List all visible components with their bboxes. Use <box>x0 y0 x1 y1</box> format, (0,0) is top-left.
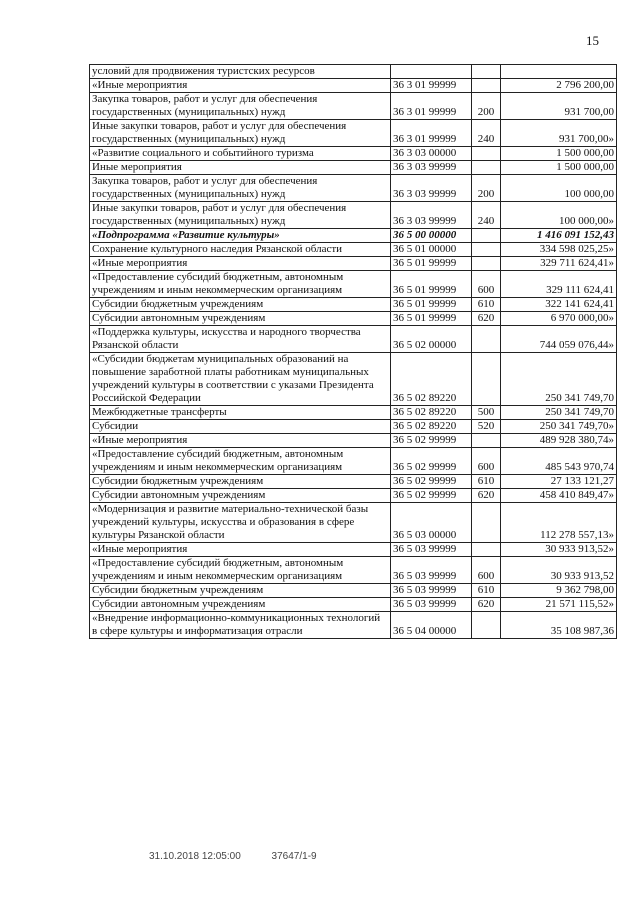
row-name: Межбюджетные трансферты <box>90 406 391 420</box>
row-amount <box>501 65 617 79</box>
row-expense-type: 520 <box>472 420 501 434</box>
footer-timestamp: 31.10.2018 12:05:00 <box>149 851 241 862</box>
row-code: 36 5 03 00000 <box>391 503 472 543</box>
row-expense-type: 240 <box>472 202 501 229</box>
row-amount: 931 700,00 <box>501 93 617 120</box>
row-name: Сохранение культурного наследия Рязанской области <box>90 243 391 257</box>
row-name: Закупка товаров, работ и услуг для обеспечения государственных (муниципальных) нужд <box>90 93 391 120</box>
row-name: Иные закупки товаров, работ и услуг для обеспечения государственных (муниципальных) нужд <box>90 120 391 147</box>
table-row <box>90 353 617 406</box>
row-expense-type <box>472 326 501 353</box>
row-code: 36 5 03 99999 <box>391 543 472 557</box>
row-code: 36 5 04 00000 <box>391 612 472 639</box>
row-amount: 1 500 000,00 <box>501 147 617 161</box>
table-row <box>90 489 617 503</box>
row-expense-type: 600 <box>472 557 501 584</box>
row-amount: 334 598 025,25» <box>501 243 617 257</box>
row-expense-type: 610 <box>472 584 501 598</box>
table-row <box>90 420 617 434</box>
row-code: 36 5 02 99999 <box>391 448 472 475</box>
row-expense-type <box>472 543 501 557</box>
row-expense-type: 200 <box>472 175 501 202</box>
row-amount: 27 133 121,27 <box>501 475 617 489</box>
row-code <box>391 65 472 79</box>
footer <box>149 851 317 862</box>
row-code: 36 3 03 99999 <box>391 202 472 229</box>
row-amount: 329 111 624,41 <box>501 271 617 298</box>
row-expense-type: 500 <box>472 406 501 420</box>
row-name: Субсидии автономным учреждениям <box>90 312 391 326</box>
table-row <box>90 475 617 489</box>
row-amount: 6 970 000,00» <box>501 312 617 326</box>
row-name: «Поддержка культуры, искусства и народного творчества Рязанской области <box>90 326 391 353</box>
row-name: «Подпрограмма «Развитие культуры» <box>90 229 391 243</box>
row-amount: 489 928 380,74» <box>501 434 617 448</box>
row-code: 36 5 03 99999 <box>391 584 472 598</box>
row-expense-type <box>472 353 501 406</box>
row-name: Субсидии <box>90 420 391 434</box>
row-amount: 250 341 749,70 <box>501 353 617 406</box>
footer-document-id: 37647/1-9 <box>271 851 317 862</box>
row-code: 36 5 01 00000 <box>391 243 472 257</box>
row-code: 36 5 01 99999 <box>391 298 472 312</box>
row-code: 36 3 03 99999 <box>391 161 472 175</box>
row-code: 36 5 02 89220 <box>391 420 472 434</box>
budget-table-body <box>90 65 617 639</box>
table-row <box>90 79 617 93</box>
row-expense-type <box>472 147 501 161</box>
row-expense-type <box>472 79 501 93</box>
table-row <box>90 503 617 543</box>
table-row <box>90 147 617 161</box>
table-row <box>90 65 617 79</box>
row-amount: 931 700,00» <box>501 120 617 147</box>
row-name: «Предоставление субсидий бюджетным, автономным учреждениям и иным некоммерческим организациям <box>90 271 391 298</box>
row-expense-type <box>472 612 501 639</box>
row-code: 36 5 01 99999 <box>391 312 472 326</box>
row-amount: 2 796 200,00 <box>501 79 617 93</box>
row-name: «Модернизация и развитие материально-технической базы учреждений культуры, искусства и образования в сфере культуры Рязанской области <box>90 503 391 543</box>
row-amount: 322 141 624,41 <box>501 298 617 312</box>
row-code: 36 5 02 89220 <box>391 353 472 406</box>
row-name: Субсидии автономным учреждениям <box>90 598 391 612</box>
row-code: 36 5 02 99999 <box>391 475 472 489</box>
row-expense-type <box>472 229 501 243</box>
table-row <box>90 584 617 598</box>
row-name: Иные закупки товаров, работ и услуг для обеспечения государственных (муниципальных) нужд <box>90 202 391 229</box>
row-code: 36 3 03 99999 <box>391 175 472 202</box>
row-expense-type <box>472 503 501 543</box>
row-code: 36 5 02 99999 <box>391 434 472 448</box>
row-expense-type: 600 <box>472 271 501 298</box>
row-expense-type: 600 <box>472 448 501 475</box>
budget-table <box>89 64 617 639</box>
row-name: Субсидии бюджетным учреждениям <box>90 584 391 598</box>
row-code: 36 5 02 99999 <box>391 489 472 503</box>
row-expense-type: 620 <box>472 598 501 612</box>
table-row <box>90 257 617 271</box>
row-name: «Субсидии бюджетам муниципальных образований на повышение заработной платы работникам муниципальных учреждений культуры в соответствии с указами Президента Российской Федерации <box>90 353 391 406</box>
row-expense-type <box>472 257 501 271</box>
row-expense-type <box>472 65 501 79</box>
row-amount: 485 543 970,74 <box>501 448 617 475</box>
table-row <box>90 161 617 175</box>
row-name: «Внедрение информационно-коммуникационных технологий в сфере культуры и информатизация отрасли <box>90 612 391 639</box>
row-amount: 100 000,00 <box>501 175 617 202</box>
row-expense-type: 610 <box>472 475 501 489</box>
row-name: «Предоставление субсидий бюджетным, автономным учреждениям и иным некоммерческим организациям <box>90 448 391 475</box>
table-row <box>90 448 617 475</box>
table-row <box>90 93 617 120</box>
row-expense-type: 240 <box>472 120 501 147</box>
row-amount: 329 711 624,41» <box>501 257 617 271</box>
row-amount: 21 571 115,52» <box>501 598 617 612</box>
table-row <box>90 406 617 420</box>
row-expense-type: 620 <box>472 489 501 503</box>
row-name: Субсидии автономным учреждениям <box>90 489 391 503</box>
row-name: Субсидии бюджетным учреждениям <box>90 298 391 312</box>
row-name: Закупка товаров, работ и услуг для обеспечения государственных (муниципальных) нужд <box>90 175 391 202</box>
page-number: 15 <box>586 33 599 48</box>
table-row <box>90 598 617 612</box>
row-amount: 250 341 749,70» <box>501 420 617 434</box>
row-code: 36 3 01 99999 <box>391 120 472 147</box>
table-row <box>90 312 617 326</box>
row-name: «Развитие социального и событийного туризма <box>90 147 391 161</box>
row-code: 36 3 03 00000 <box>391 147 472 161</box>
table-row <box>90 298 617 312</box>
row-amount: 35 108 987,36 <box>501 612 617 639</box>
row-amount: 30 933 913,52 <box>501 557 617 584</box>
row-name: условий для продвижения туристских ресурсов <box>90 65 391 79</box>
row-amount: 1 416 091 152,43 <box>501 229 617 243</box>
table-row <box>90 543 617 557</box>
row-code: 36 3 01 99999 <box>391 79 472 93</box>
row-amount: 458 410 849,47» <box>501 489 617 503</box>
row-code: 36 5 03 99999 <box>391 598 472 612</box>
row-amount: 112 278 557,13» <box>501 503 617 543</box>
row-code: 36 3 01 99999 <box>391 93 472 120</box>
row-code: 36 5 03 99999 <box>391 557 472 584</box>
row-expense-type: 200 <box>472 93 501 120</box>
row-expense-type <box>472 434 501 448</box>
row-name: «Предоставление субсидий бюджетным, автономным учреждениям и иным некоммерческим организациям <box>90 557 391 584</box>
table-row <box>90 229 617 243</box>
table-row <box>90 271 617 298</box>
row-amount: 744 059 076,44» <box>501 326 617 353</box>
row-amount: 250 341 749,70 <box>501 406 617 420</box>
row-expense-type <box>472 243 501 257</box>
row-code: 36 5 02 00000 <box>391 326 472 353</box>
row-name: «Иные мероприятия <box>90 79 391 93</box>
table-row <box>90 202 617 229</box>
row-expense-type <box>472 161 501 175</box>
row-name: «Иные мероприятия <box>90 257 391 271</box>
row-code: 36 5 00 00000 <box>391 229 472 243</box>
row-name: Субсидии бюджетным учреждениям <box>90 475 391 489</box>
row-name: Иные мероприятия <box>90 161 391 175</box>
table-row <box>90 557 617 584</box>
table-row <box>90 175 617 202</box>
row-code: 36 5 01 99999 <box>391 257 472 271</box>
row-expense-type: 610 <box>472 298 501 312</box>
table-row <box>90 243 617 257</box>
row-amount: 1 500 000,00 <box>501 161 617 175</box>
row-name: «Иные мероприятия <box>90 434 391 448</box>
table-row <box>90 326 617 353</box>
table-row <box>90 434 617 448</box>
table-row <box>90 120 617 147</box>
row-name: «Иные мероприятия <box>90 543 391 557</box>
row-expense-type: 620 <box>472 312 501 326</box>
row-code: 36 5 02 89220 <box>391 406 472 420</box>
row-code: 36 5 01 99999 <box>391 271 472 298</box>
row-amount: 9 362 798,00 <box>501 584 617 598</box>
table-row <box>90 612 617 639</box>
row-amount: 100 000,00» <box>501 202 617 229</box>
row-amount: 30 933 913,52» <box>501 543 617 557</box>
